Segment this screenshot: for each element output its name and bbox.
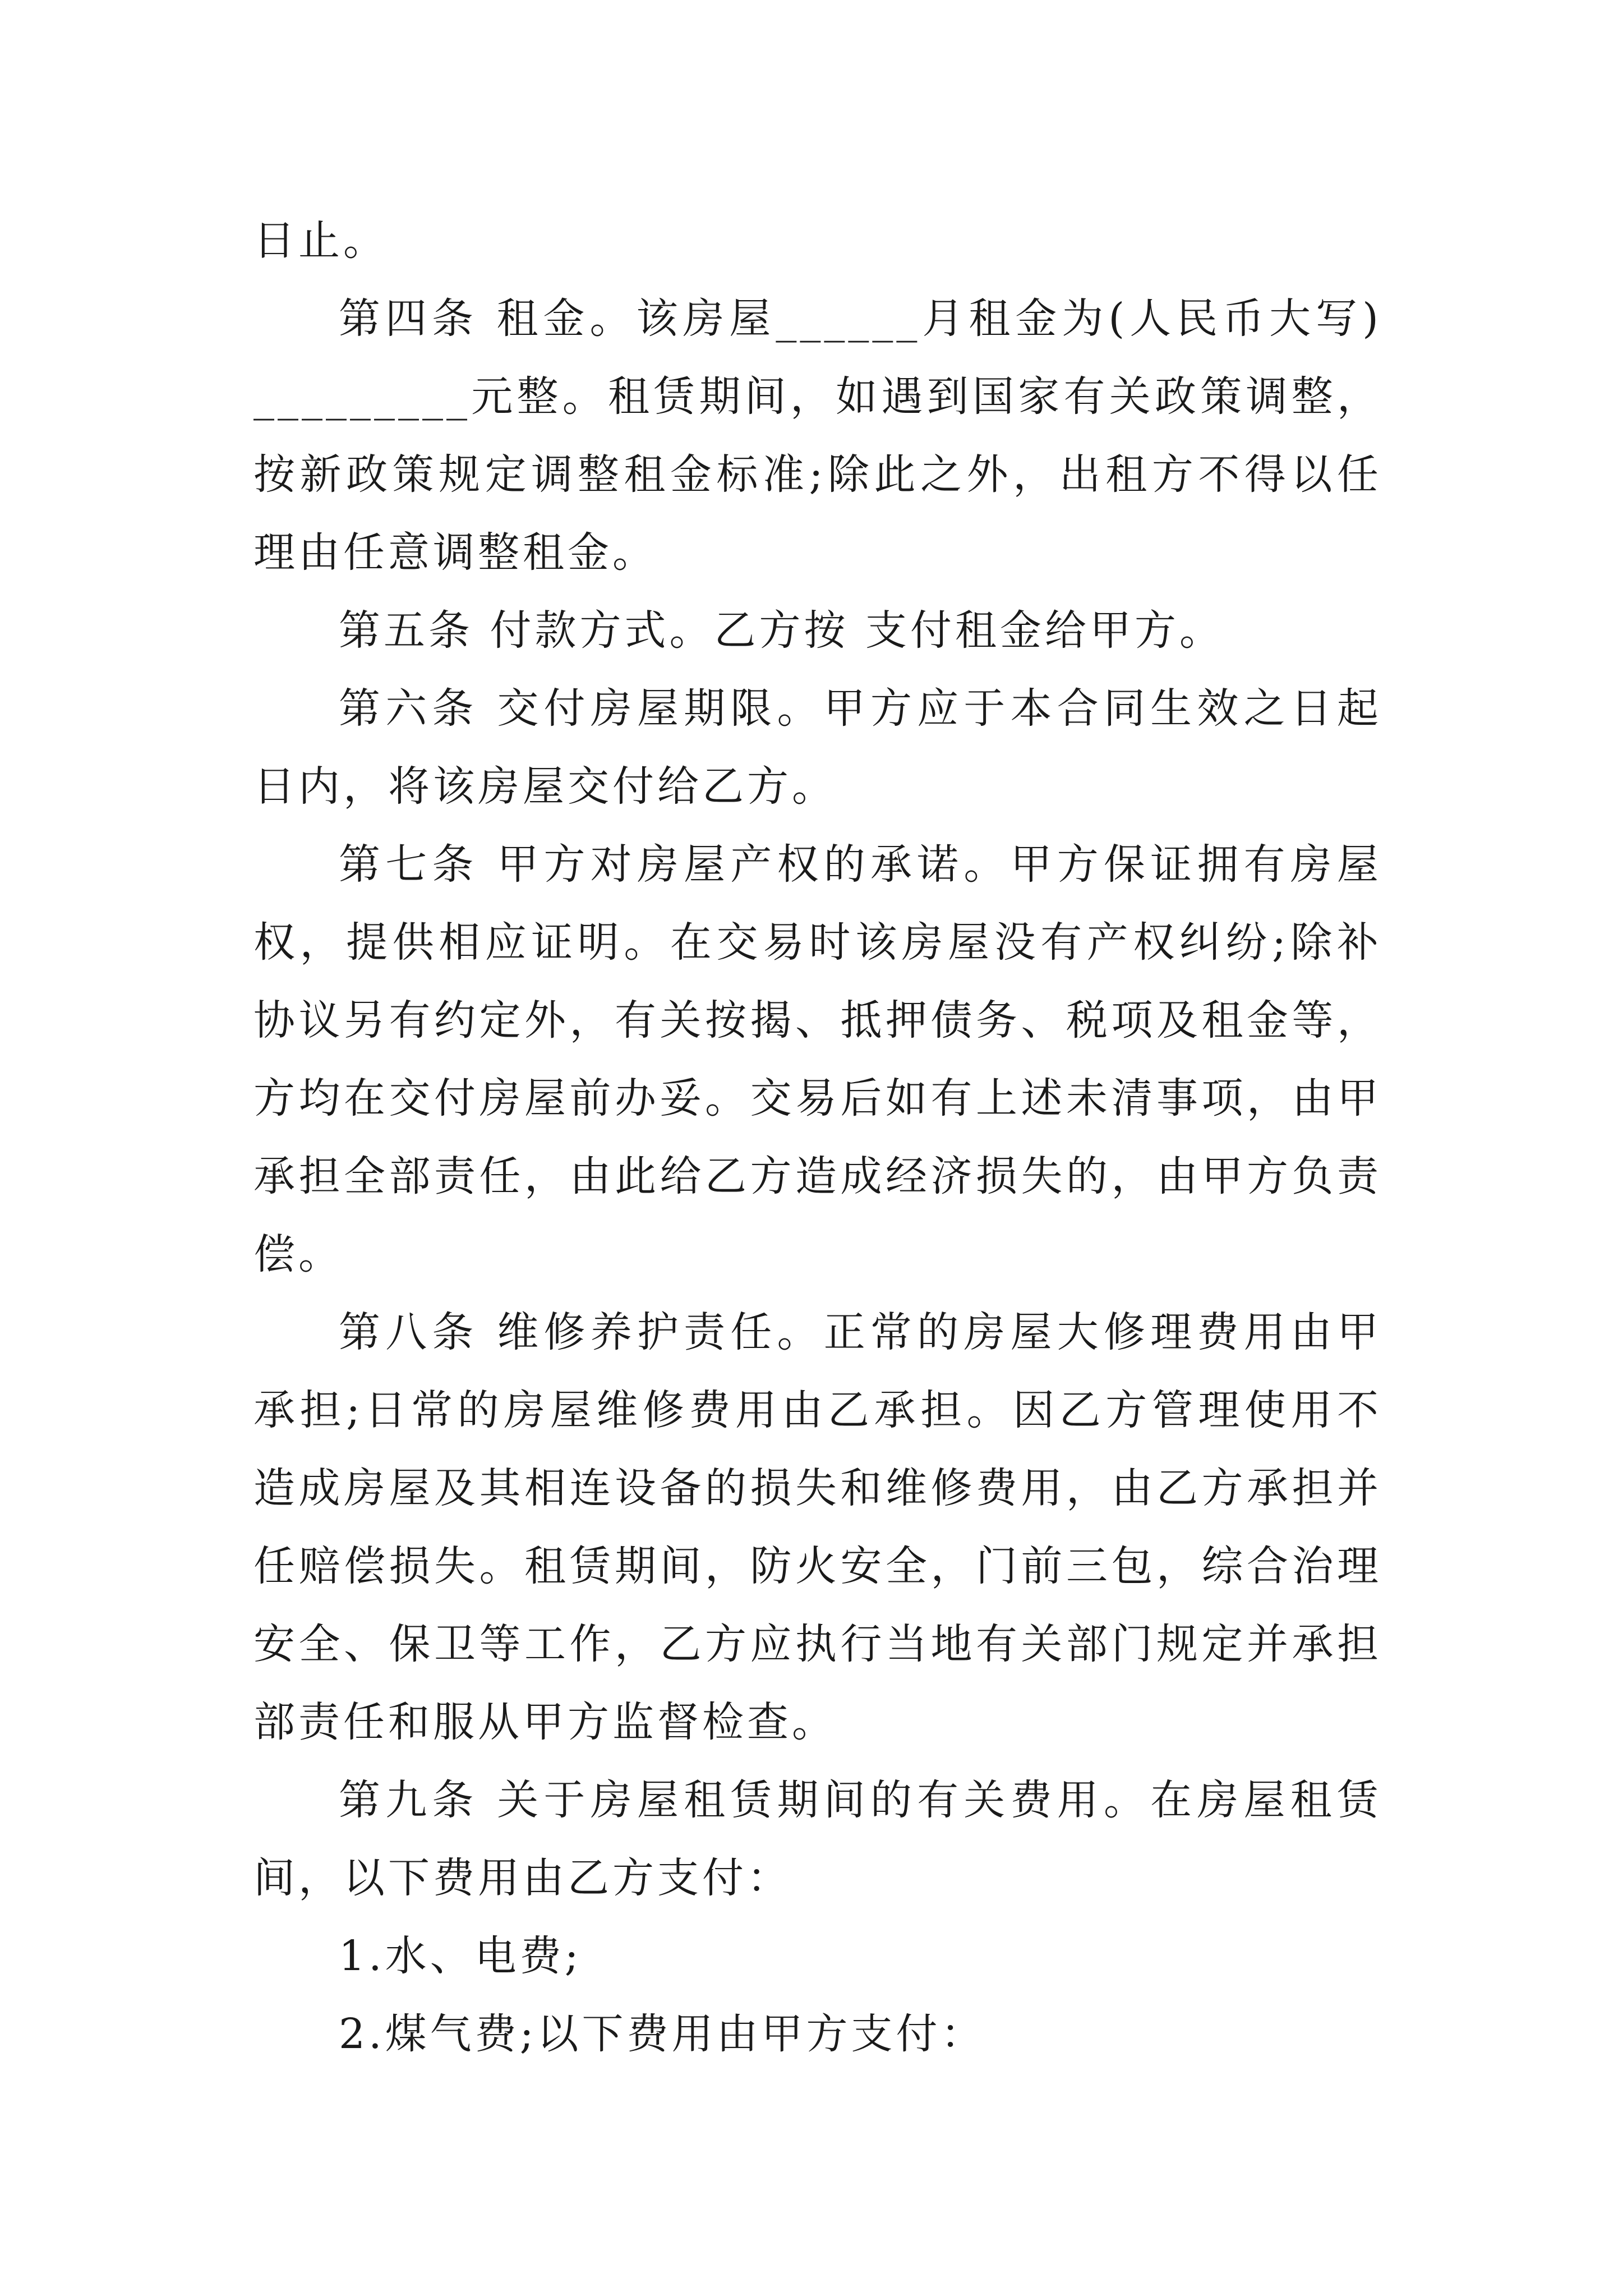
article-5-line-1: 第五条 付款方式。乙方按 支付租金给甲方。 [339, 606, 1225, 655]
article-4-line-2: _________元整。租赁期间，如遇到国家有关政策调整， [253, 372, 1382, 421]
list-item-1: 1.水、电费; [339, 1932, 582, 1980]
article-8-line-3: 造成房屋及其相连设备的损失和维修费用，由乙方承担并 [253, 1464, 1382, 1512]
text-line: 日止。 [253, 217, 388, 265]
document-body [253, 202, 1382, 2073]
article-7-line-2: 权，提供相应证明。在交易时该房屋没有产权纠纷;除补 [253, 918, 1382, 967]
article-6-line-1: 第六条 交付房屋期限。甲方应于本合同生效之日起 [339, 684, 1382, 733]
article-6-line-2: 日内，将该房屋交付给乙方。 [253, 762, 837, 811]
article-7-line-6: 偿。 [253, 1230, 343, 1278]
article-9-line-1: 第九条 关于房屋租赁期间的有关费用。在房屋租赁 [339, 1776, 1382, 1824]
article-7-line-1: 第七条 甲方对房屋产权的承诺。甲方保证拥有房屋 [339, 840, 1382, 889]
article-4-line-1: 第四条 租金。该房屋______月租金为(人民币大写) [339, 295, 1382, 343]
article-4-line-3: 按新政策规定调整租金标准;除此之外，出租方不得以任 [253, 450, 1382, 499]
article-9-line-2: 间，以下费用由乙方支付： [253, 1854, 792, 1902]
article-8-line-2: 承担;日常的房屋维修费用由乙承担。因乙方管理使用不 [253, 1386, 1382, 1434]
article-8-line-4: 任赔偿损失。租赁期间，防火安全，门前三包，综合治理 [253, 1542, 1382, 1590]
list-item-2: 2.煤气费;以下费用由甲方支付： [339, 2010, 986, 2058]
article-8-line-1: 第八条 维修养护责任。正常的房屋大修理费用由甲 [339, 1308, 1382, 1356]
article-4-line-4: 理由任意调整租金。 [253, 528, 657, 577]
article-7-line-5: 承担全部责任，由此给乙方造成经济损失的，由甲方负责 [253, 1152, 1382, 1200]
article-7-line-3: 协议另有约定外，有关按揭、抵押债务、税项及租金等， [253, 996, 1382, 1045]
article-8-line-6: 部责任和服从甲方监督检查。 [253, 1698, 837, 1746]
article-8-line-5: 安全、保卫等工作，乙方应执行当地有关部门规定并承担 [253, 1620, 1382, 1668]
article-7-line-4: 方均在交付房屋前办妥。交易后如有上述未清事项，由甲 [253, 1074, 1382, 1122]
